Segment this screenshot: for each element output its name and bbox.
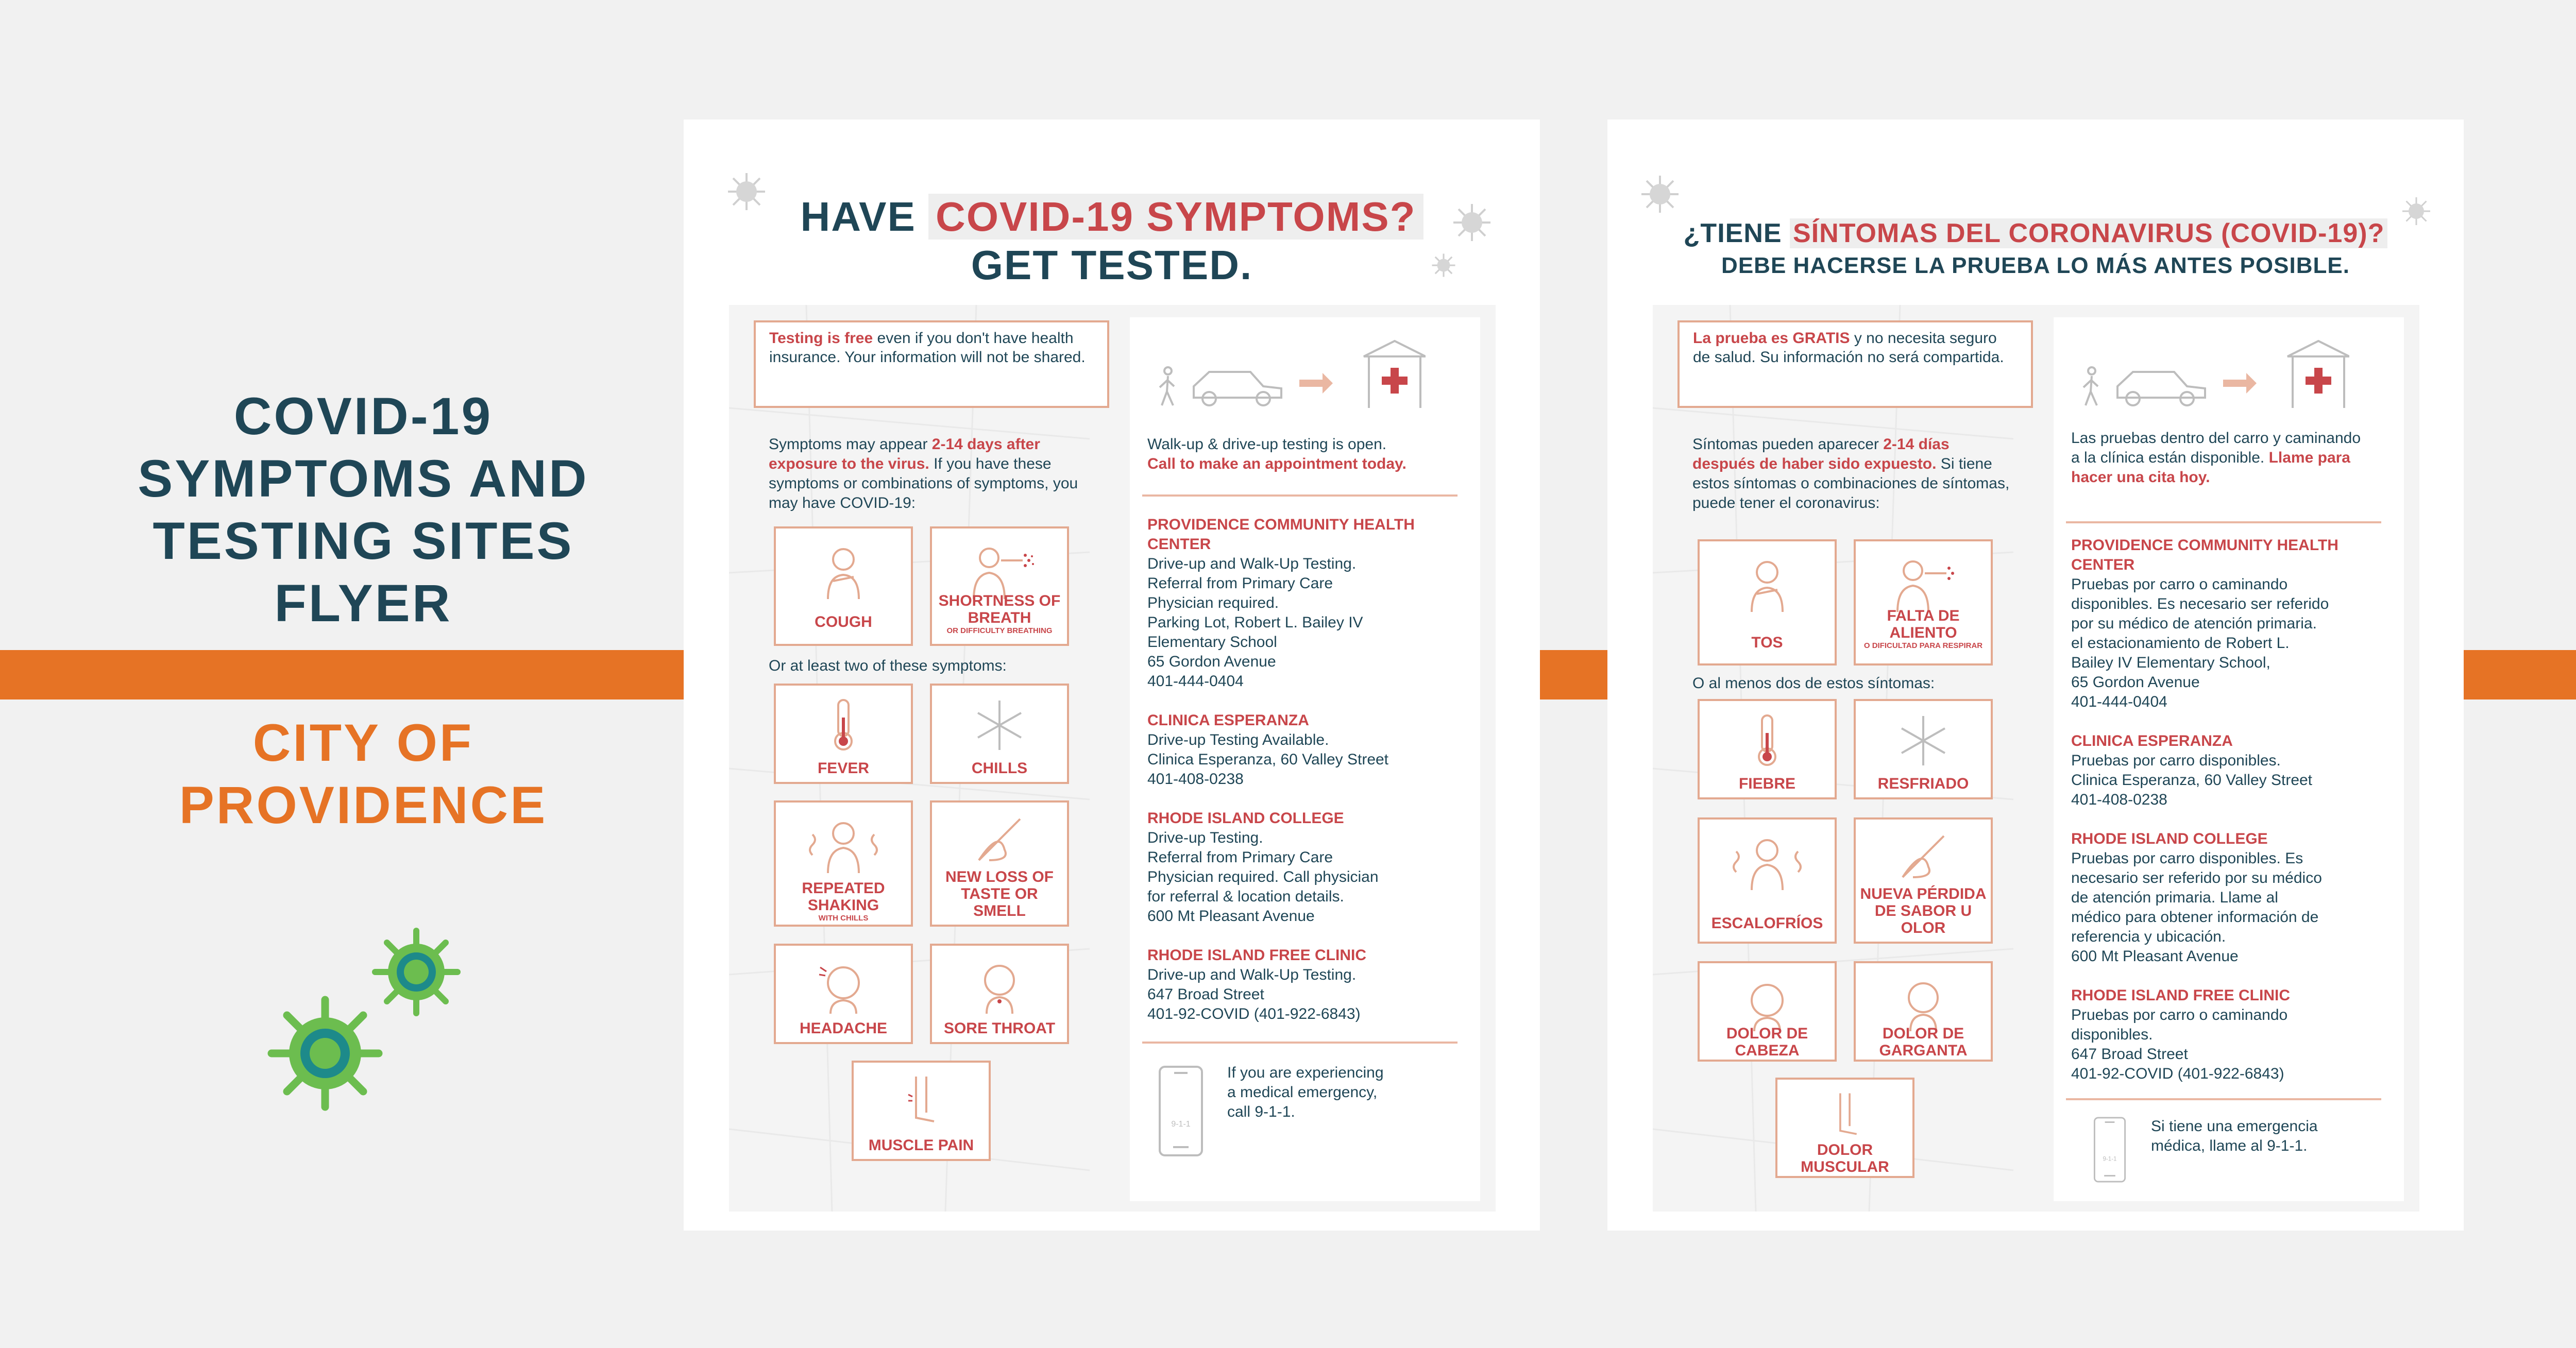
symptom-card (930, 684, 1069, 784)
symptom-label-text: SHORTNESS OF BREATH (938, 592, 1061, 626)
symptom-label: HEADACHE (799, 1020, 887, 1037)
site-name: CLINICA ESPERANZA (2071, 732, 2233, 749)
symptom-label: ESCALOFRÍOS (1711, 915, 1823, 932)
flyer-english (684, 120, 1540, 1231)
heading-lead: HAVE (800, 194, 916, 240)
site-name: PROVIDENCE COMMUNITY HEALTH CENTER (1147, 516, 1415, 553)
site-details: Drive-up and Walk-Up Testing. Referral from Primary Care Physician required. Parking Lot, Robert L. Bailey IV Elementary School 65 Gordon Avenue 401-444-0404 (1147, 555, 1363, 690)
heading-line-2: GET TESTED. (971, 242, 1253, 288)
symptom-label: TOS (1751, 634, 1783, 651)
phone-label: 9-1-1 (1171, 1120, 1191, 1129)
testing-site (1147, 809, 1467, 926)
heading-lead: ¿TIENE (1683, 218, 1790, 248)
intro-a: Síntomas pueden aparecer (1692, 436, 1884, 453)
testing-site (2071, 829, 2401, 966)
site-details: Drive-up Testing Available. Clinica Esperanza, 60 Valley Street 401-408-0238 (1147, 731, 1389, 788)
symptom-card (774, 526, 913, 646)
city-name (62, 712, 665, 837)
sore-throat-icon (971, 957, 1028, 1014)
symptom-label (1861, 607, 1986, 650)
snowflake-icon (971, 697, 1028, 754)
symptom-label: FIEBRE (1738, 775, 1795, 792)
symptom-card (774, 800, 913, 927)
site-name: PROVIDENCE COMMUNITY HEALTH CENTER (2071, 537, 2338, 573)
symptom-card (1775, 1078, 1914, 1178)
drive-walk-up-illustration (1153, 336, 1426, 413)
symptom-label: COUGH (815, 613, 872, 630)
heading-line-2: DEBE HACERSE LA PRUEBA LO MÁS ANTES POSIBLE. (1721, 253, 2350, 278)
symptom-label: MUSCLE PAIN (868, 1137, 974, 1154)
site-details: Pruebas por carro disponibles. Es necesario ser referido por su médico de atención primaria. Llame al médico para obtener información de referencia y ubicación. 600 Mt Pleasant Avenue (2071, 850, 2322, 965)
intro-red: 2-14 days after exposure to the virus. (769, 436, 1040, 472)
walkup-red: Llame para hacer una cita hoy. (2071, 449, 2350, 486)
symptom-card (1854, 699, 1993, 799)
thermometer-icon (823, 697, 864, 754)
walkup-info (2071, 429, 2370, 487)
heading-line-1 (684, 193, 1540, 241)
testing-site (2071, 986, 2401, 1084)
emergency-text: Si tiene una emergencia médica, llame al 9-1-1. (2151, 1118, 2318, 1154)
phone-icon (2092, 1116, 2128, 1183)
nose-icon (1892, 831, 1954, 882)
testing-site (1147, 711, 1467, 789)
symptom-card (1854, 961, 1993, 1062)
site-details: Pruebas por carro o caminando disponibles. 647 Broad Street 401-92-COVID (401-922-6843) (2071, 1006, 2288, 1082)
symptom-label: FEVER (817, 760, 870, 777)
emergency-text: If you are experiencing a medical emergency, call 9-1-1. (1227, 1064, 1384, 1120)
free-rest: y no necesita seguro de salud. Su información no será compartida. (1693, 330, 2004, 366)
drive-walk-up-illustration (2076, 336, 2349, 413)
intro-b: Si tiene estos síntomas o combinaciones de síntomas, puede tener el coronavirus: (1692, 455, 2010, 511)
symptoms-intro (769, 435, 1098, 513)
symptom-card (774, 944, 913, 1044)
site-details: Drive-up and Walk-Up Testing. 647 Broad Street 401-92-COVID (401-922-6843) (1147, 966, 1361, 1022)
free-rest: even if you don't have health insurance. Your information will not be shared. (769, 330, 1086, 366)
heading-highlight: COVID-19 SYMPTOMS? (928, 194, 1423, 240)
walkup-text: Las pruebas dentro del carro y caminando a la clínica están disponible. (2071, 430, 2361, 466)
walkup-red: Call to make an appointment today. (1147, 455, 1406, 472)
title-line: SYMPTOMS AND (138, 449, 589, 508)
symptom-label: DOLOR DE GARGANTA (1879, 1025, 1968, 1059)
symptom-label: RESFRIADO (1877, 775, 1969, 792)
symptom-label: NEW LOSS OF TASTE OR SMELL (945, 868, 1054, 919)
symptom-label (779, 880, 908, 923)
muscle-pain-icon (898, 1074, 944, 1131)
divider (2066, 1098, 2381, 1100)
free-red: La prueba es GRATIS (1693, 330, 1850, 347)
symptom-card (930, 526, 1069, 646)
symptom-label: SORE THROAT (943, 1020, 1056, 1037)
cough-icon (1736, 553, 1798, 615)
symptom-card (1698, 817, 1837, 944)
site-name: CLINICA ESPERANZA (1147, 712, 1309, 729)
site-details: Pruebas por carro o caminando disponibles. Es necesario ser referido por su médico de atención primaria. el estacionamiento de Robert L. Bailey IV Elementary School, 65 Gordon Avenue 401-444-0404 (2071, 576, 2329, 710)
symptom-card (852, 1061, 991, 1161)
title-line: TESTING SITES (152, 511, 574, 570)
symptom-card (1854, 817, 1993, 944)
symptom-label: DOLOR DE CABEZA (1726, 1025, 1808, 1059)
flyer-heading (1607, 216, 2464, 281)
free-testing-notice (754, 320, 1109, 408)
city-line: CITY OF (252, 713, 474, 772)
symptom-label-text: REPEATED SHAKING (802, 880, 885, 914)
phone-icon (1158, 1065, 1204, 1157)
cough-icon (812, 540, 874, 602)
symptom-card (774, 684, 913, 784)
symptom-label: DOLOR MUSCULAR (1801, 1141, 1889, 1175)
testing-site (1147, 946, 1467, 1024)
headache-icon (815, 957, 872, 1014)
decorative-virus-icon (1639, 174, 1681, 215)
symptom-label: NUEVA PÉRDIDA DE SABOR U OLOR (1860, 885, 1987, 936)
nose-icon (969, 814, 1030, 865)
city-line: PROVIDENCE (179, 776, 548, 834)
symptom-card (1698, 539, 1837, 666)
phone-label: 9-1-1 (2103, 1156, 2117, 1163)
symptom-label: CHILLS (971, 760, 1028, 777)
intro-a: Symptoms may appear (769, 436, 932, 453)
muscle-pain-icon (1822, 1091, 1868, 1142)
symptom-sublabel: O DIFICULTAD PARA RESPIRAR (1863, 641, 1983, 650)
site-name: RHODE ISLAND FREE CLINIC (1147, 947, 1367, 964)
site-details: Drive-up Testing. Referral from Primary Care Physician required. Call physician for referral & location details. 600 Mt Pleasant Avenue (1147, 829, 1379, 925)
flyer-heading (684, 193, 1540, 289)
heading-highlight: SÍNTOMAS DEL CORONAVIRUS (COVID-19)? (1790, 218, 2387, 248)
testing-site (2071, 731, 2401, 810)
symptoms-intro (1692, 435, 2012, 513)
symptom-label (935, 592, 1064, 635)
free-testing-notice (1677, 320, 2033, 408)
symptom-label-text: FALTA DE ALIENTO (1887, 607, 1960, 641)
symptom-card (1854, 539, 1993, 666)
divider (1142, 1042, 1458, 1044)
site-details: Pruebas por carro disponibles. Clinica Esperanza, 60 Valley Street 401-408-0238 (2071, 752, 2313, 808)
intro-b: If you have these symptoms or combinations of symptoms, you may have COVID-19: (769, 455, 1078, 511)
shortness-of-breath-icon (1885, 553, 1962, 615)
testing-site (2071, 536, 2401, 712)
flyer-spanish (1607, 120, 2464, 1231)
walkup-text: Walk-up & drive-up testing is open. (1147, 436, 1387, 453)
shaking-icon (805, 814, 882, 876)
title-line: COVID-19 (233, 387, 493, 446)
two-of-text: Or at least two of these symptoms: (769, 657, 1007, 674)
symptom-card (1698, 961, 1837, 1062)
title-line: FLYER (274, 574, 452, 633)
symptom-card (930, 800, 1069, 927)
site-name: RHODE ISLAND COLLEGE (2071, 830, 2268, 847)
sore-throat-icon (1895, 975, 1952, 1031)
intro-red: 2-14 días después de haber sido expuesto. (1692, 436, 1950, 472)
symptom-sublabel: OR DIFFICULTY BREATHING (946, 626, 1053, 635)
walkup-info (1147, 435, 1456, 474)
site-name: RHODE ISLAND FREE CLINIC (2071, 987, 2291, 1004)
snowflake-icon (1895, 712, 1952, 769)
divider (1142, 494, 1458, 497)
headache-icon (1739, 975, 1795, 1031)
free-red: Testing is free (769, 330, 873, 347)
heading-line-1 (1607, 216, 2464, 250)
symptom-sublabel: WITH CHILLS (818, 914, 869, 923)
symptom-card (930, 944, 1069, 1044)
site-name: RHODE ISLAND COLLEGE (1147, 810, 1344, 827)
two-of-text: O al menos dos de estos síntomas: (1692, 675, 1935, 692)
thermometer-icon (1747, 712, 1788, 769)
shaking-icon (1728, 831, 1806, 893)
testing-site (1147, 515, 1467, 691)
divider (2066, 521, 2381, 523)
virus-icon (266, 994, 384, 1113)
symptom-card (1698, 699, 1837, 799)
page-title (62, 385, 665, 635)
